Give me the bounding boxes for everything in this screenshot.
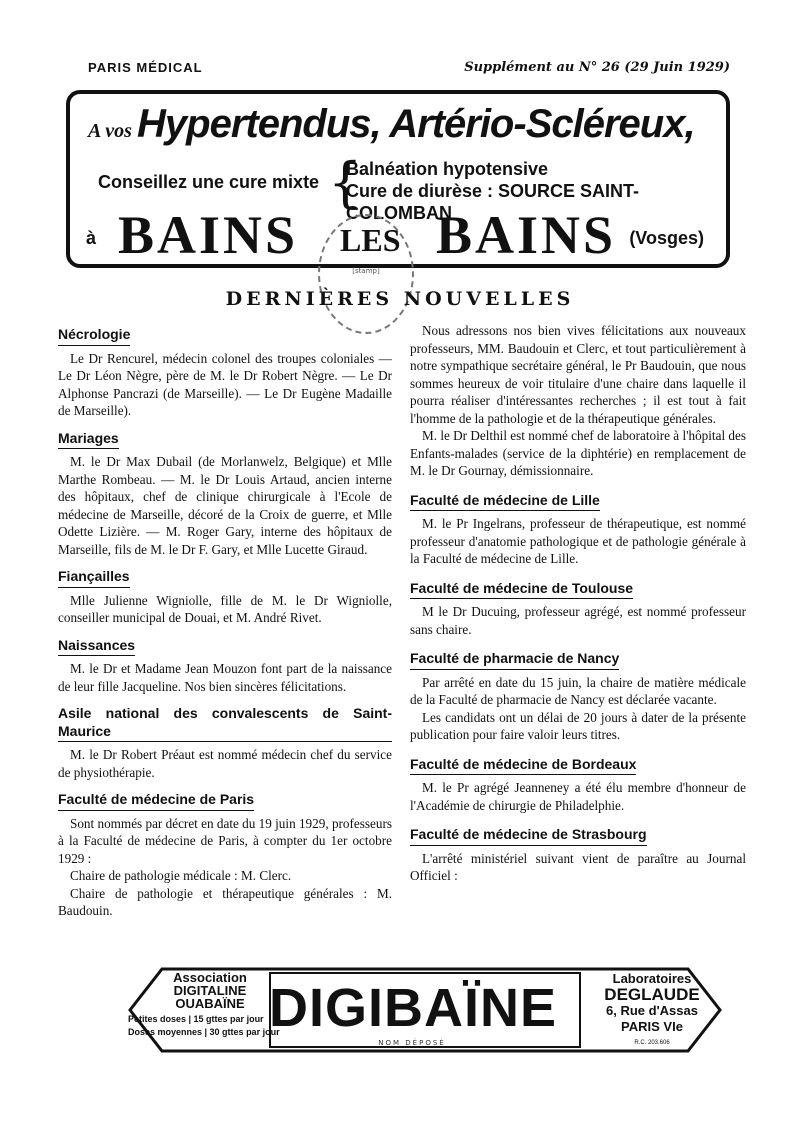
location-region: (Vosges) — [629, 228, 704, 248]
right-column — [410, 322, 746, 885]
section-heading: Faculté de pharmacie de Nancy — [410, 650, 619, 670]
assoc-line: Association — [173, 970, 247, 985]
paragraph: M. le Pr agrégé Jeanneney a été élu membre d'honneur de l'Académie de chirurgie de Philadelphie. — [410, 780, 746, 813]
treatment-2: Cure de diurèse : SOURCE SAINT-COLOMBAN — [346, 181, 640, 223]
location-word-1: BAINS — [118, 205, 299, 265]
paragraph: Nous adressons nos bien vives félicitations aux nouveaux professeurs, MM. Baudouin et Clerc, et tout particulièrement à notre sympathique secrétaire général, le Pr Baudouin, que nous sommes heureux de voir titulaire d'une chaire dans laquelle il pourra réaliser d'intéressantes recherches ; il est tout à fait l'homme de la pathologie et de la thérapeutique générales. — [410, 323, 746, 426]
paragraph: Mlle Julienne Wigniolle, fille de M. le Dr Wigniolle, conseiller municipal de Douai, et M. André Rivet. — [58, 592, 392, 625]
dose-line: Doses moyennes | 30 gttes par jour — [128, 1027, 280, 1037]
treatment-1: Balnéation hypotensive — [346, 159, 549, 179]
labo-name: DEGLAUDE — [604, 985, 700, 1004]
advert-main-text: Hypertendus, Artério-Scléreux, — [137, 102, 695, 146]
advert-headline — [88, 102, 695, 147]
brand-name: DIGIBAÏNE — [268, 978, 558, 1038]
section-heading: Faculté de médecine de Strasbourg — [410, 826, 647, 846]
advert-prefix: A vos — [88, 120, 132, 142]
section-heading: Faculté de médecine de Bordeaux — [410, 756, 636, 776]
section-heading: Asile national des convalescents de Saint-Maurice — [58, 705, 392, 742]
paragraph: L'arrêté ministériel suivant vient de paraître au Journal Officiel : — [410, 850, 746, 883]
library-stamp-icon — [318, 214, 414, 334]
advert-laboratory — [582, 971, 722, 1051]
paragraph: M. le Dr Max Dubail (de Morlanwelz, Belgique) et Mlle Marthe Rombeau. — M. le Dr Louis Artaud, ancien interne des hôpitaux, chef de clinique chirurgicale à l'Ecole de médecine de Marseille, décoré de la Croix de guerre, et Mlle Odette Lizière. — M. Roger Gary, interne des hôpitaux de Marseille, fils de M. le Dr F. Gary, et Mlle Lucette Giraud. — [58, 454, 392, 557]
section-heading: Faculté de médecine de Paris — [58, 791, 254, 811]
labo-line: 6, Rue d'Assas — [606, 1003, 698, 1018]
paragraph: Les candidats ont un délai de 20 jours à dater de la présente publication pour faire valoir leurs titres. — [410, 709, 746, 742]
paragraph: M. le Pr Ingelrans, professeur de thérapeutique, est nommé professeur d'anatomie pathologique et de pathologie générale à la Faculté de médecine de Lille. — [410, 516, 746, 566]
section-heading: Fiançailles — [58, 568, 130, 588]
location-word-2: LES — [340, 222, 401, 258]
paragraph: M. le Dr Delthil est nommé chef de laboratoire à l'hôpital des Enfants-malades (service de la diphtérie) en remplacement de M. le Dr Gournay, démissionnaire. — [410, 428, 746, 478]
paragraph: Chaire de pathologie et thérapeutique générales : M. Baudouin. — [58, 885, 392, 918]
dose-line: Petites doses | 15 gttes par jour — [128, 1014, 264, 1024]
location-word-3: BAINS — [436, 205, 617, 265]
location-prefix: à — [86, 228, 97, 248]
section-heading: Faculté de médecine de Lille — [410, 492, 600, 512]
labo-line: PARIS VIe — [621, 1019, 683, 1034]
stamp-placeholder: [stamp] — [352, 267, 380, 275]
advert-digibaine — [120, 965, 730, 1055]
paragraph: Chaire de pathologie médicale : M. Clerc. — [70, 868, 292, 883]
assoc-line: OUABAÏNE — [175, 996, 245, 1011]
paragraph: M le Dr Ducuing, professeur agrégé, est nommé professeur sans chaire. — [410, 604, 746, 637]
section-heading: Nécrologie — [58, 326, 130, 346]
paragraph: M. le Dr et Madame Jean Mouzon font part de la naissance de leur fille Jacqueline. Nos bien sincères félicitations. — [58, 661, 392, 694]
labo-line: Laboratoires — [612, 971, 692, 986]
paragraph: M. le Dr Robert Préaut est nommé médecin chef du service de physiothérapie. — [58, 747, 392, 780]
brace-icon: { — [328, 151, 363, 214]
trademark-note: NOM DÉPOSÉ — [378, 1039, 446, 1047]
page-title: DERNIÈRES NOUVELLES — [225, 288, 575, 310]
advert-recommend: Conseillez une cure mixte — [98, 172, 320, 192]
page-header — [88, 60, 730, 80]
paragraph: Sont nommés par décret en date du 19 juin 1929, professeurs à la Faculté de médecine de Paris, à compter du 1er octobre 1929 : — [58, 815, 392, 866]
paragraph: Par arrêté en date du 15 juin, la chaire de matière médicale de la Faculté de pharmacie de Nancy est déclarée vacante. — [410, 674, 746, 707]
assoc-line: DIGITALINE — [173, 983, 247, 998]
labo-registration: R.C. 203.606 — [634, 1040, 670, 1046]
section-heading: Mariages — [58, 430, 119, 450]
left-column — [58, 322, 392, 920]
issue-info: Supplément au N° 26 (29 Juin 1929) — [464, 60, 730, 75]
section-heading: Faculté de médecine de Toulouse — [410, 580, 633, 600]
journal-name: PARIS MÉDICAL — [88, 60, 203, 75]
paragraph: Le Dr Rencurel, médecin colonel des troupes coloniales — Le Dr Léon Nègre, père de M. le Dr Robert Nègre. — Le Dr Alphonse Pancrazi (de Marseille). — Le Dr Eugène Madaille de Marseille). — [58, 350, 392, 418]
section-heading: Naissances — [58, 637, 135, 657]
